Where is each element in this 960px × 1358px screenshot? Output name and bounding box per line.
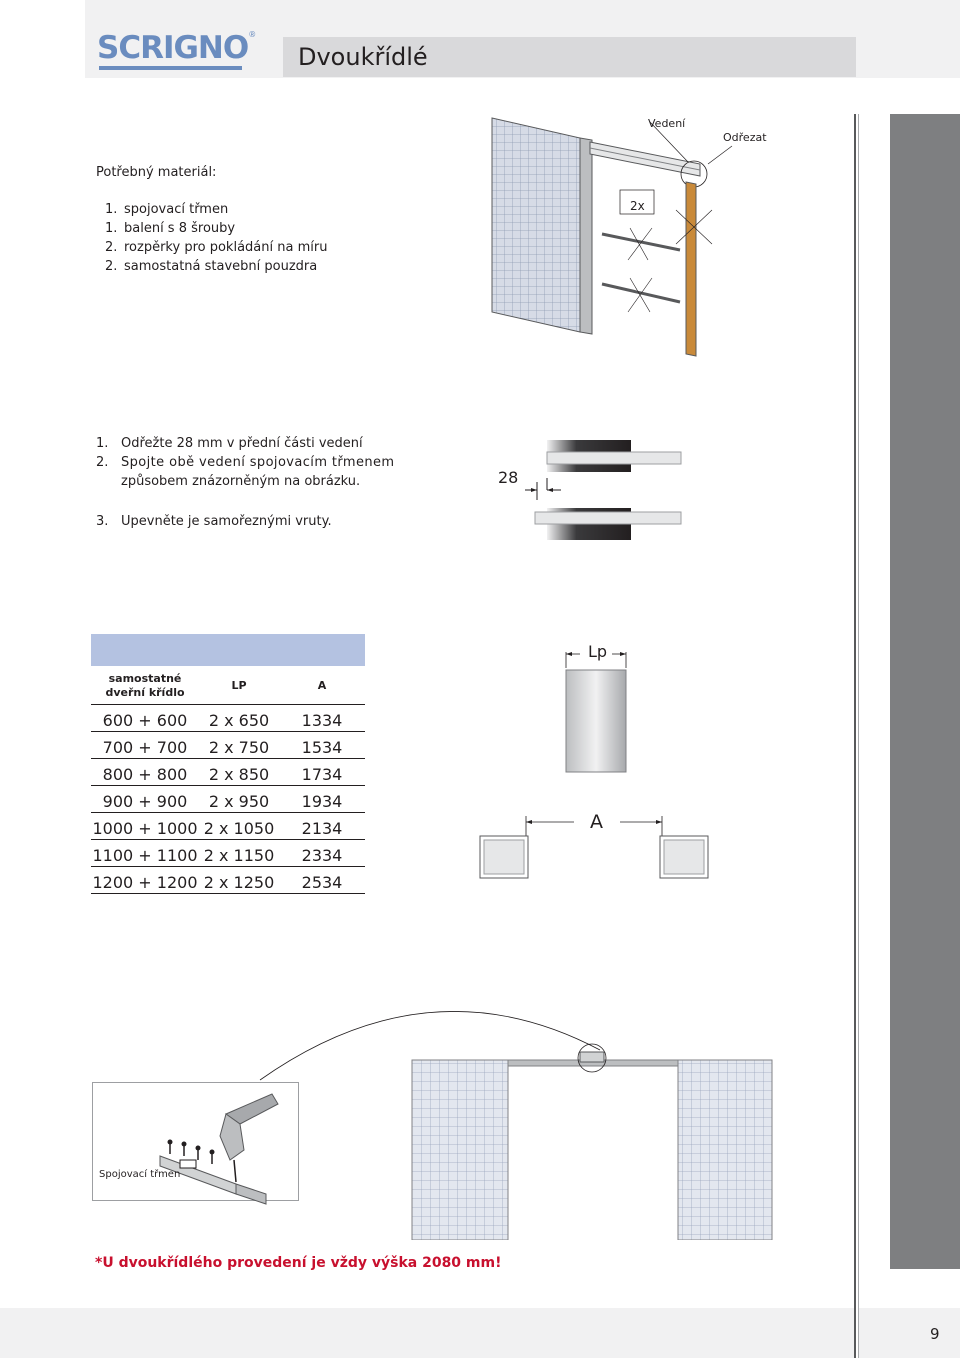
table-row: 700 + 700 2 x 750 1534: [91, 732, 365, 759]
double-frame-illustration: [250, 1000, 790, 1240]
footer-band: [0, 1308, 854, 1358]
cut-detail-diagram: [485, 438, 685, 542]
col-header-door: samostatné dveřní křídlo: [105, 672, 185, 699]
materials-list: [105, 200, 327, 276]
steps-list: [96, 434, 395, 491]
table-title-band: [91, 634, 365, 666]
margin-line: [854, 114, 856, 1358]
step-2-cont: způsobem znázorněným na obrázku.: [121, 474, 361, 489]
list-item: 2. samostatná stavební pouzdra: [105, 259, 318, 274]
dimension-diagram: [470, 640, 730, 890]
table-row: 1000 + 1000 2 x 1050 2134: [91, 813, 365, 840]
materials-heading: Potřebný materiál:: [96, 165, 217, 180]
side-grey-band: [890, 114, 960, 1269]
step-1: 1. Odřežte 28 mm v přední části vedení: [96, 436, 363, 451]
step-2: 2. Spojte obě vedení spojovacím třmenem: [96, 455, 395, 470]
table-row: 600 + 600 2 x 650 1334: [91, 705, 365, 732]
page-title: Dvoukřídlé: [298, 43, 428, 71]
label-a: A: [590, 811, 603, 833]
label-connector: Spojovací třmen: [99, 1169, 181, 1180]
drill-connector-illustration: [140, 1090, 280, 1220]
pocket-frame-illustration: [480, 110, 780, 370]
height-note: *U dvoukřídlého provedení je vždy výška 2080 mm!: [95, 1255, 502, 1271]
table-body: [91, 705, 365, 894]
margin-line-thin: [858, 114, 859, 1358]
table-row: 900 + 900 2 x 950 1934: [91, 786, 365, 813]
table-header-row: [91, 666, 365, 705]
footer-band-right: [859, 1308, 960, 1358]
table-row: 800 + 800 2 x 850 1734: [91, 759, 365, 786]
page-number: 9: [930, 1325, 940, 1343]
list-item: 1. balení s 8 šrouby: [105, 221, 236, 236]
table-row: 1200 + 1200 2 x 1250 2534: [91, 867, 365, 894]
list-item: 2. rozpěrky pro pokládání na míru: [105, 240, 328, 255]
label-lp: Lp: [588, 642, 608, 661]
step-3: 3. Upevněte je samořeznými vruty.: [96, 514, 332, 529]
label-guide: Vedení: [648, 117, 686, 130]
list-item: 1. spojovací třmen: [105, 202, 229, 217]
label-cut: Odřezat: [723, 131, 767, 144]
col-header-a: A: [317, 679, 327, 692]
logo-underline: [99, 66, 242, 70]
dimension-28: 28: [498, 468, 519, 487]
brand-logo: SCRIGNO®: [97, 30, 256, 66]
col-header-lp: LP: [231, 679, 247, 692]
label-2x: 2x: [630, 199, 645, 213]
table-row: 1100 + 1100 2 x 1150 2334: [91, 840, 365, 867]
